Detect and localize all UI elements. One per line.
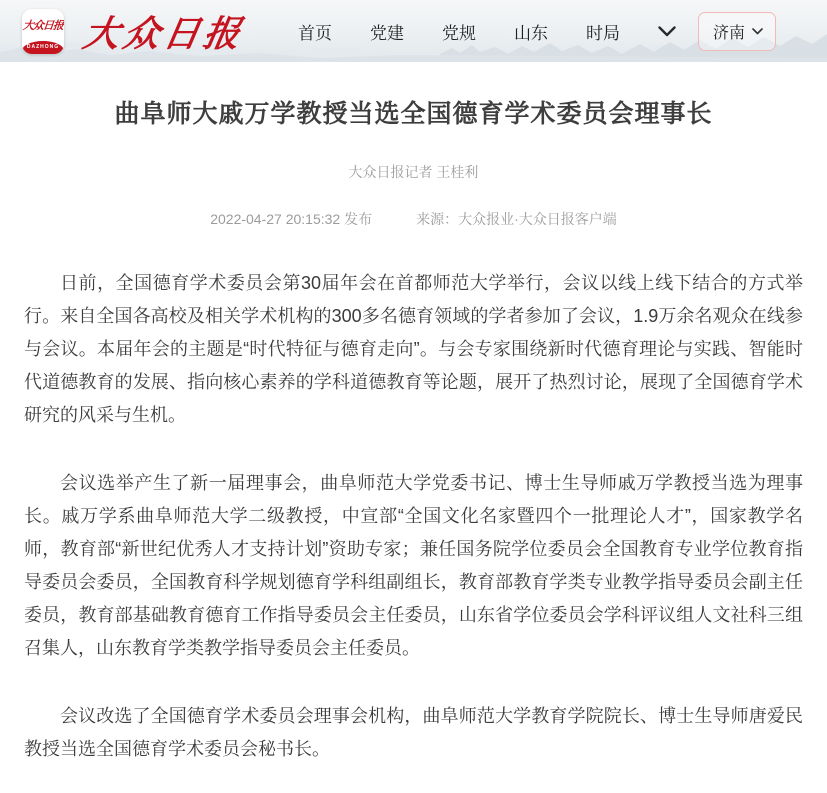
header-inner [0, 0, 827, 62]
article-meta [24, 209, 803, 229]
app-icon-band: DAZHONG [22, 41, 64, 54]
app-icon-title: 大众日报 [22, 18, 64, 32]
article [0, 94, 827, 766]
nav-item-shandong[interactable]: 山东 [514, 23, 549, 43]
article-byline: 大众日报记者 王桂利 [348, 164, 479, 180]
article-title: 曲阜师大戚万学教授当选全国德育学术委员会理事长 [114, 100, 713, 128]
chevron-down-icon [658, 26, 676, 37]
article-source: 来源：大众报业·大众日报客户端 [416, 211, 617, 227]
site-logo[interactable]: 大众日报 [79, 12, 248, 55]
nav-more-button[interactable] [658, 26, 676, 37]
nav-item-party-rules[interactable]: 党规 [442, 23, 477, 43]
nav-item-home[interactable]: 首页 [298, 23, 333, 43]
city-selector-label: 济南 [713, 24, 746, 42]
article-paragraph: 会议选举产生了新一届理事会，曲阜师范大学党委书记、博士生导师戚万学教授当选为理事长。戚万学系曲阜师范大学二级教授，中宣部“全国文化名家暨四个一批理论人才”，国家教学名师，教育部“新世纪优秀人才支持计划”资助专家；兼任国务院学位委员会全国教育专业学位教育指导委员会委员，全国教育科学规划德育学科组副组长，教育部教育学类专业教学指导委员会副主任委员，教育部基础教育德育工作指导委员会主任委员，山东省学位委员会学科评议组人文社科三组召集人，山东教育学类教学指导委员会主任委员。 [24, 473, 803, 658]
publish-time: 2022-04-27 20:15:32 发布 [210, 211, 373, 227]
nav-item-party-building[interactable]: 党建 [370, 23, 405, 43]
article-paragraph: 日前，全国德育学术委员会第30届年会在首都师范大学举行，会议以线上线下结合的方式举行。来自全国各高校及相关学术机构的300多名德育领域的学者参加了会议，1.9万余名观众在线参与会议。本届年会的主题是“时代特征与德育走向”。与会专家围绕新时代德育理论与实践、智能时代道德教育的发展、指向核心素养的学科道德教育等论题，展开了热烈讨论，展现了全国德育学术研究的风采与生机。 [24, 273, 803, 425]
article-body [24, 267, 803, 766]
nav-item-current-affairs[interactable]: 时局 [586, 23, 621, 43]
article-paragraph: 会议改选了全国德育学术委员会理事会机构，曲阜师范大学教育学院院长、博士生导师唐爱民教授当选全国德育学术委员会秘书长。 [24, 706, 803, 759]
chevron-down-icon [752, 28, 763, 35]
main-nav [298, 19, 620, 44]
site-header [0, 0, 827, 62]
city-selector-button[interactable] [698, 12, 776, 51]
dazhong-app-logo-icon[interactable] [22, 9, 64, 54]
